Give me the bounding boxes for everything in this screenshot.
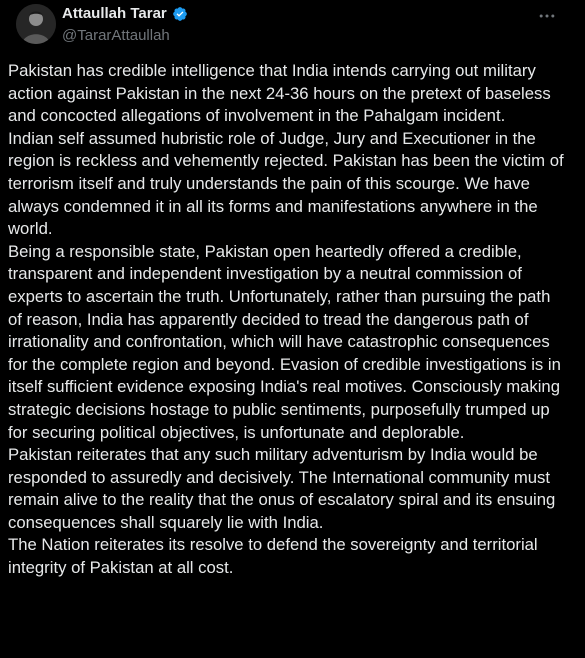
more-options-icon[interactable]: [537, 6, 557, 26]
avatar-image: [16, 4, 56, 44]
post-paragraph: Pakistan has credible intelligence that India intends carrying out military action against Pakistan in the next 24-36 hours on the pretext of baseless and concocted allegations of involvement in the Pahalgam incident.: [8, 61, 551, 126]
author-handle[interactable]: @TararAttaullah: [62, 27, 170, 44]
post-text: [8, 60, 567, 580]
avatar[interactable]: [16, 4, 56, 44]
post-paragraph: Pakistan reiterates that any such military adventurism by India would be responded to assuredly and decisively. The International community must remain alive to the reality that the onus of escalatory spiral and its ensuing consequences shall squarely lie with India.: [8, 445, 556, 532]
post-paragraph: The Nation reiterates its resolve to defend the sovereignty and territorial integrity of Pakistan at all cost.: [8, 535, 538, 578]
verified-badge-icon: [172, 6, 188, 22]
post-paragraph: Being a responsible state, Pakistan open heartedly offered a credible, transparent and independent investigation by a neutral commission of experts to ascertain the truth. Unfortunately, rather than pursuing the path of reason, India has apparently decided to tread the dangerous path of irrationality and confrontation, which will have catastrophic consequences for the complete region and beyond. Evasion of credible investigations is in itself sufficient evidence exposing India's real motives. Consciously making strategic decisions hostage to public sentiments, purposefully trumped up for securing political objectives, is unfortunate and deplorable.: [8, 241, 561, 442]
author-display-name[interactable]: Attaullah Tarar: [62, 5, 167, 22]
post-header: [8, 0, 567, 58]
author-name-row: [62, 5, 188, 22]
post-paragraph: Indian self assumed hubristic role of Judge, Jury and Executioner in the region is reckless and vehemently rejected. Pakistan has been the victim of terrorism itself and truly understands the pain of this scourge. We have always condemned it in all its forms and manifestations anywhere in the world.: [8, 128, 564, 239]
